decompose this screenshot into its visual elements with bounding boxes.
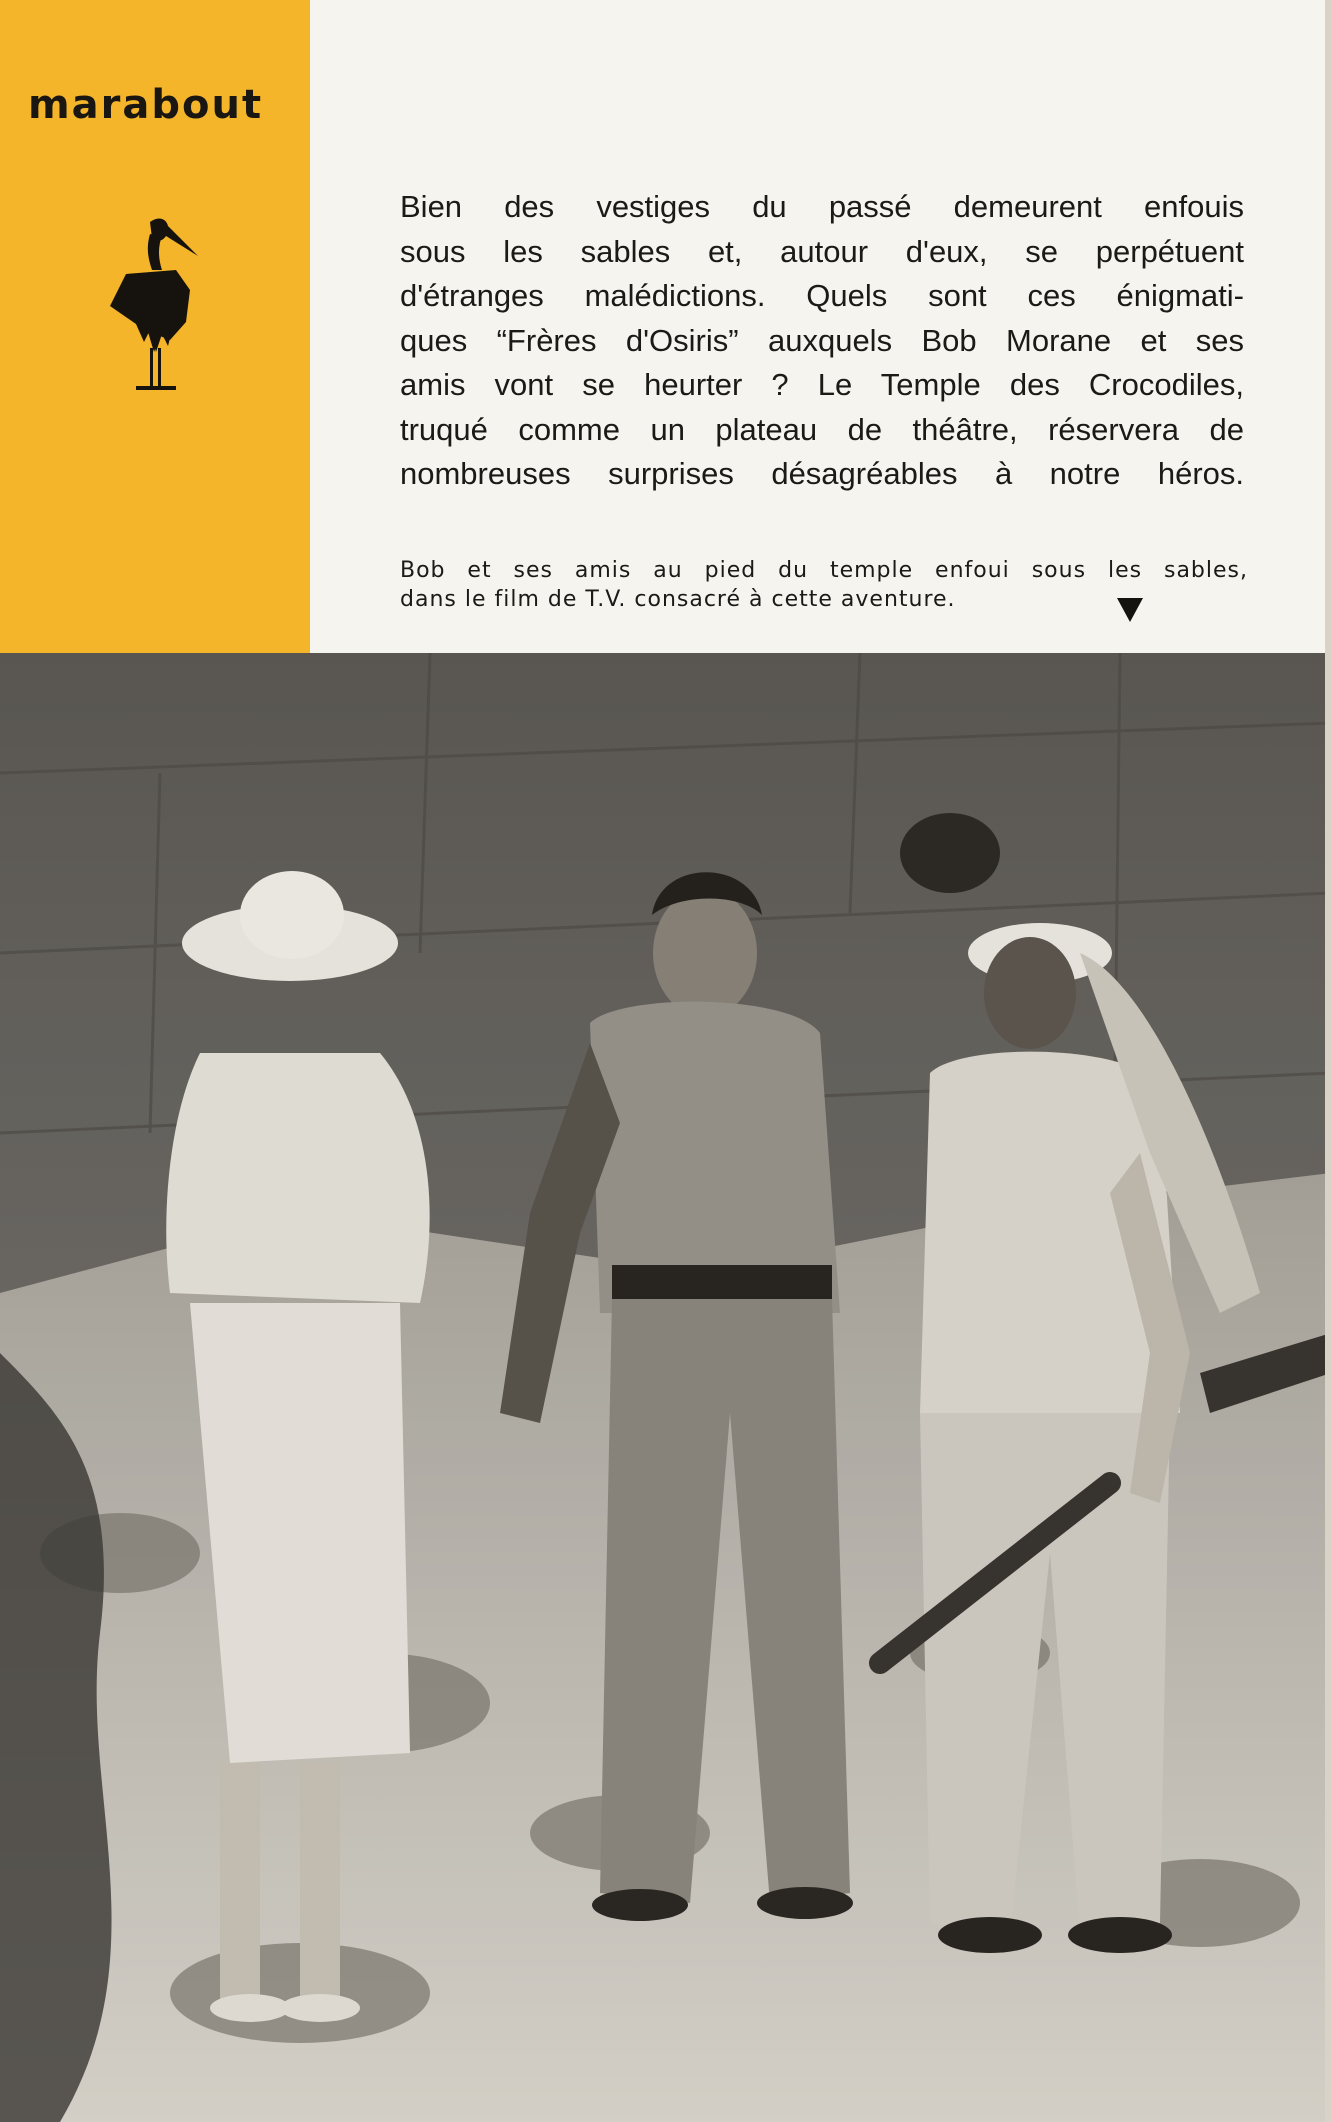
blurb-line: d'étranges malédictions. Quels sont ces énigmati- (400, 278, 1244, 313)
caption-line: dans le film de T.V. consacré à cette aventure. (400, 587, 956, 612)
blurb-line: truqué comme un plateau de théâtre, réservera de (400, 411, 1244, 447)
blurb-line: amis vont se heurter ? Le Temple des Crocodiles, (400, 367, 1244, 402)
text-panel (0, 0, 1331, 653)
cover-edge (1325, 0, 1331, 2122)
blurb-line: nombreuses surprises désagréables à notre héros. (400, 456, 1244, 491)
film-still-photo (0, 653, 1331, 2122)
publisher-band (0, 0, 310, 653)
marabou-stork-icon (106, 212, 202, 396)
blurb-line: Bien des vestiges du passé demeurent enfouis (400, 189, 1244, 224)
blurb-line: ques “Frères d'Osiris” auxquels Bob Morane et ses (400, 322, 1244, 358)
triangle-down-icon (1117, 598, 1143, 622)
blurb-paragraph (400, 185, 1244, 497)
blurb-line: sous les sables et, autour d'eux, se perpétuent (400, 233, 1244, 269)
publisher-name: marabout (28, 82, 264, 128)
caption-line: Bob et ses amis au pied du temple enfoui sous les sables, (400, 558, 1248, 583)
